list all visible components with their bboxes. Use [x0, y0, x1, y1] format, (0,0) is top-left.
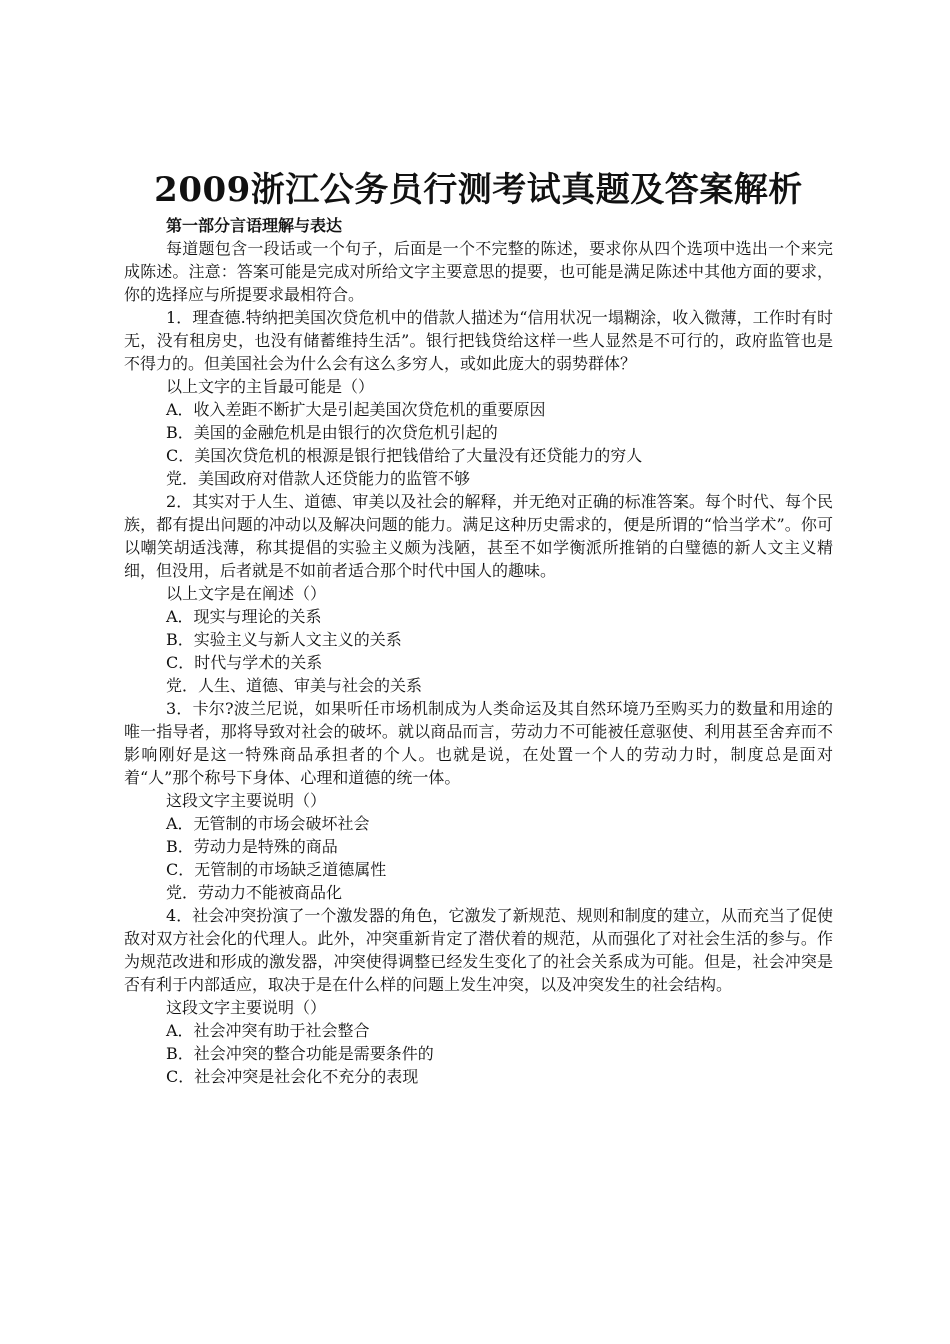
option-c: C．无管制的市场缺乏道德属性 — [166, 860, 387, 879]
document-page — [124, 168, 833, 1088]
option-c: C．社会冲突是社会化不充分的表现 — [166, 1067, 419, 1086]
question-passage: 1．理查德.特纳把美国次贷危机中的借款人描述为“信用状况一塌糊涂，收入微薄，工作时有时无，没有租房史，也没有储蓄维持生活”。银行把钱贷给这样一些人显然是不可行的，政府监管也是不得力的。但美国社会为什么会有这么多穷人，或如此庞大的弱势群体？ — [124, 308, 833, 373]
option-c: C．美国次贷危机的根源是银行把钱借给了大量没有还贷能力的穷人 — [166, 446, 643, 465]
question-prompt: 这段文字主要说明（） — [166, 791, 327, 810]
document-title: 2009浙江公务员行测考试真题及答案解析 — [154, 170, 803, 210]
question-prompt: 这段文字主要说明（） — [166, 998, 327, 1017]
section-heading: 第一部分言语理解与表达 — [166, 216, 343, 235]
option-b: B．实验主义与新人文主义的关系 — [166, 630, 402, 649]
question-1 — [124, 306, 833, 490]
option-b: B．社会冲突的整合功能是需要条件的 — [166, 1044, 434, 1063]
option-d: 党．美国政府对借款人还贷能力的监管不够 — [166, 469, 471, 488]
question-3 — [124, 697, 833, 904]
question-passage: 3．卡尔?波兰尼说，如果听任市场机制成为人类命运及其自然环境乃至购买力的数量和用途的唯一指导者，那将导致对社会的破坏。就以商品而言，劳动力不可能被任意驱使、利用甚至舍弃而不影响刚好是这一特殊商品承担者的个人。也就是说，在处置一个人的劳动力时，制度总是面对着“人”那个称号下身体、心理和道德的统一体。 — [124, 699, 833, 787]
question-prompt: 以上文字是在阐述（） — [166, 584, 327, 603]
option-c: C．时代与学术的关系 — [166, 653, 323, 672]
question-4 — [124, 904, 833, 1088]
option-a: A．现实与理论的关系 — [166, 607, 322, 626]
option-b: B．劳动力是特殊的商品 — [166, 837, 338, 856]
option-a: A．社会冲突有助于社会整合 — [166, 1021, 370, 1040]
instructions-paragraph: 每道题包含一段话或一个句子，后面是一个不完整的陈述，要求你从四个选项中选出一个来完成陈述。注意：答案可能是完成对所给文字主要意思的提要，也可能是满足陈述中其他方面的要求，你的选择应与所提要求最相符合。 — [124, 239, 833, 304]
option-a: A．无管制的市场会破坏社会 — [166, 814, 370, 833]
option-d: 党．劳动力不能被商品化 — [166, 883, 343, 902]
question-prompt: 以上文字的主旨最可能是（） — [166, 377, 375, 396]
option-a: A．收入差距不断扩大是引起美国次贷危机的重要原因 — [166, 400, 546, 419]
question-passage: 4．社会冲突扮演了一个激发器的角色，它激发了新规范、规则和制度的建立，从而充当了促使敌对双方社会化的代理人。此外，冲突重新肯定了潜伏着的规范，从而强化了对社会生活的参与。作为规范改进和形成的激发器，冲突使得调整已经发生变化了的社会关系成为可能。但是，社会冲突是否有利于内部适应，取决于是在什么样的问题上发生冲突，以及冲突发生的社会结构。 — [124, 906, 833, 994]
question-2 — [124, 490, 833, 697]
option-b: B．美国的金融危机是由银行的次贷危机引起的 — [166, 423, 498, 442]
question-passage: 2．其实对于人生、道德、审美以及社会的解释，并无绝对正确的标准答案。每个时代、每个民族，都有提出问题的冲动以及解决问题的能力。满足这种历史需求的，便是所谓的“恰当学术”。你可以嘲笑胡适浅薄，称其提倡的实验主义颇为浅陋，甚至不如学衡派所推销的白璧德的新人文主义精细，但没用，后者就是不如前者适合那个时代中国人的趣味。 — [124, 492, 833, 580]
option-d: 党．人生、道德、审美与社会的关系 — [166, 676, 423, 695]
